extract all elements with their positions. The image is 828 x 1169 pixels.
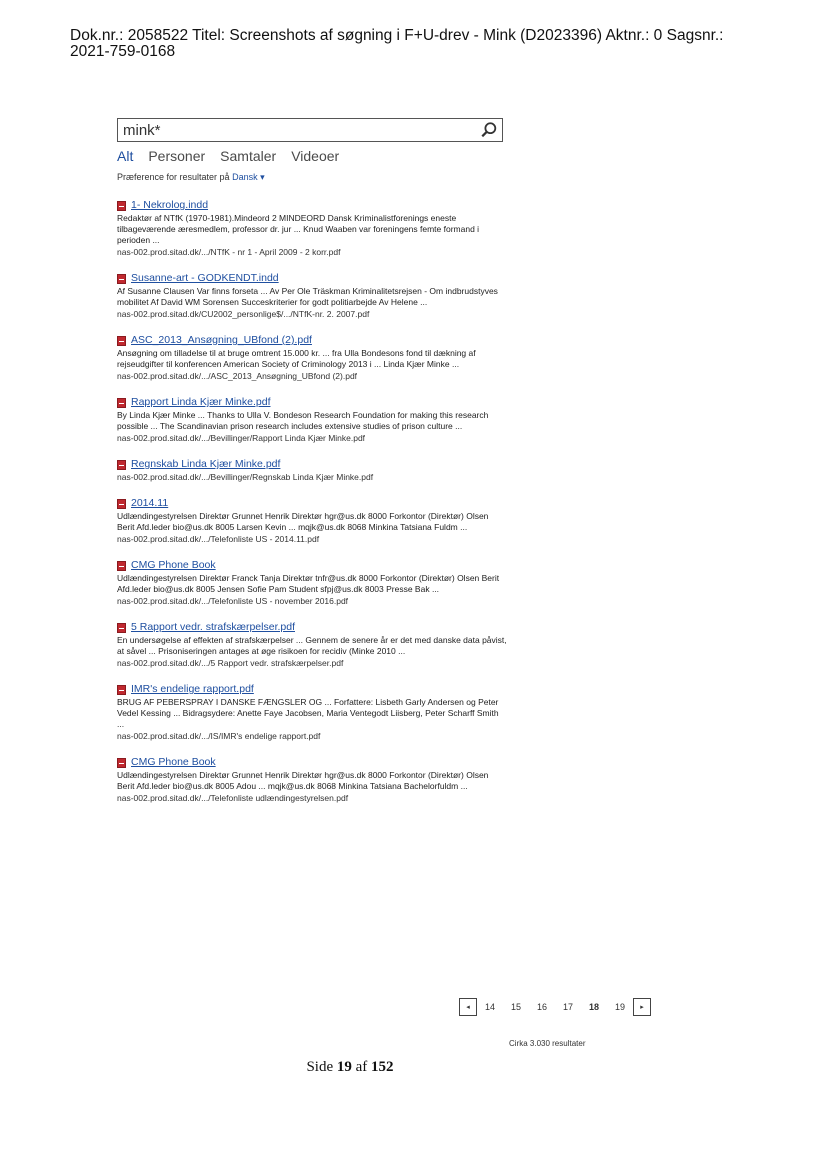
result-snippet: By Linda Kjær Minke ... Thanks to Ulla V. Bondeson Research Foundation for making this research possible ... The Scandinavian prison research includes extensive studies of prison culture ...: [117, 410, 489, 431]
result-url: nas-002.prod.sitad.dk/.../ASC_2013_Ansøgning_UBfond (2).pdf: [117, 371, 358, 381]
pdf-file-icon: [117, 398, 126, 408]
result-snippet: Udlændingestyrelsen Direktør Franck Tanja Direktør tnfr@us.dk 8000 Forkontor (Direktør) Olsen Berit Afd.leder bio@us.dk 8005 Jensen Sofie Pam Student sfpj@us.dk 8003 Presse Bak ...: [117, 573, 500, 594]
next-page-button[interactable]: ▸: [633, 998, 651, 1016]
result-url: nas-002.prod.sitad.dk/.../NTfK - nr 1 - April 2009 - 2 korr.pdf: [117, 247, 341, 257]
result-url: nas-002.prod.sitad.dk/CU2002_personlige$/.../NTfK-nr. 2. 2007.pdf: [117, 309, 370, 319]
page-link-current[interactable]: 18: [588, 1002, 599, 1012]
pdf-file-icon: [117, 758, 126, 768]
result-url: nas-002.prod.sitad.dk/.../Telefonliste US - november 2016.pdf: [117, 596, 349, 606]
document-header: [70, 28, 790, 60]
footer-prefix: Side: [306, 1059, 334, 1075]
result-item: [117, 683, 507, 742]
document-header-line2: 2021-759-0168: [70, 43, 176, 60]
search-area: [117, 118, 517, 183]
result-url: nas-002.prod.sitad.dk/.../5 Rapport vedr. strafskærpelser.pdf: [117, 658, 344, 668]
footer-total: 152: [371, 1059, 394, 1075]
result-title[interactable]: 5 Rapport vedr. strafskærpelser.pdf: [131, 621, 295, 633]
result-title[interactable]: CMG Phone Book: [131, 559, 216, 571]
result-snippet: Af Susanne Clausen Var finns forseta ... Av Per Ole Träskman Kriminalitetsrejsen - Om indbrudstyves mobilitet Af David WM Sorensen Succeskriterier for godt politiarbejde Av Helene ...: [117, 286, 498, 307]
results-list: [117, 199, 507, 818]
result-snippet: Redaktør af NTfK (1970-1981).Mindeord 2 MINDEORD Dansk Kriminalistforenings eneste tilbageværende æresmedlem, professor dr. jur ... Knud Waaben var foreningens femte formand i perioden ...: [117, 213, 480, 245]
page-link[interactable]: 16: [536, 1002, 547, 1012]
result-item: [117, 621, 507, 669]
result-snippet: Ansøgning om tilladelse til at bruge omtrent 15.000 kr. ... fra Ulla Bondesons fond til dækning af rejseudgifter til konferencen American Society of Criminology 2013 i ... Linda Kjær Minke ...: [117, 348, 476, 369]
pdf-file-icon: [117, 274, 126, 284]
result-title[interactable]: CMG Phone Book: [131, 756, 216, 768]
result-item: [117, 559, 507, 607]
result-item: [117, 458, 507, 483]
language-preference: [117, 172, 517, 183]
result-url: nas-002.prod.sitad.dk/.../IS/IMR's endelige rapport.pdf: [117, 731, 321, 741]
pdf-file-icon: [117, 623, 126, 633]
result-title[interactable]: Regnskab Linda Kjær Minke.pdf: [131, 458, 281, 470]
result-title[interactable]: ASC_2013_Ansøgning_UBfond (2).pdf: [131, 334, 312, 346]
result-url: nas-002.prod.sitad.dk/.../Telefonliste udlændingestyrelsen.pdf: [117, 793, 349, 803]
previous-page-button[interactable]: ◂: [459, 998, 477, 1016]
result-snippet: Udlændingestyrelsen Direktør Grunnet Henrik Direktør hgr@us.dk 8000 Forkontor (Direktør) Olsen Berit Afd.leder bio@us.dk 8005 Larsen Kevin ... mqjk@us.dk 8068 Minkina Tatsiana Fuldm ...: [117, 511, 489, 532]
scope-tabs: [117, 148, 517, 164]
result-snippet: BRUG AF PEBERSPRAY I DANSKE FÆNGSLER OG ... Forfattere: Lisbeth Garly Andersen og Peter Vedel Kessing ... Bidragsydere: Anette Faye Jacobsen, Maria Ventegodt Liisberg, Peter Scharff Smith ...: [117, 697, 499, 729]
result-title[interactable]: 2014.11: [131, 497, 169, 509]
pdf-file-icon: [117, 499, 126, 509]
page-link[interactable]: 19: [614, 1002, 625, 1012]
result-url: nas-002.prod.sitad.dk/.../Bevillinger/Rapport Linda Kjær Minke.pdf: [117, 433, 366, 443]
pdf-file-icon: [117, 685, 126, 695]
result-count: Cirka 3.030 resultater: [509, 1039, 586, 1048]
page-link[interactable]: 14: [484, 1002, 495, 1012]
result-snippet: En undersøgelse af effekten af strafskærpelser ... Gennem de senere år er det med danske data påvist, at såvel ... Prisoniseringen antages at øge risikoen for recidiv (Minke 2010 ...: [117, 635, 507, 656]
pdf-file-icon: [117, 201, 126, 211]
result-title[interactable]: IMR's endelige rapport.pdf: [131, 683, 254, 695]
page-footer: [0, 1059, 700, 1076]
search-input[interactable]: [117, 118, 503, 142]
search-query[interactable]: mink*: [123, 121, 161, 139]
result-item: [117, 199, 507, 258]
search-icon[interactable]: [480, 121, 498, 139]
result-url: nas-002.prod.sitad.dk/.../Bevillinger/Regnskab Linda Kjær Minke.pdf: [117, 472, 374, 482]
tab-videos[interactable]: Videoer: [291, 148, 340, 164]
result-snippet: Udlændingestyrelsen Direktør Grunnet Henrik Direktør hgr@us.dk 8000 Forkontor (Direktør) Olsen Berit Afd.leder bio@us.dk 8005 Adou ... mqjk@us.dk 8068 Minkina Tatsiana Bachelorfuldm ...: [117, 770, 489, 791]
page-link[interactable]: 15: [510, 1002, 521, 1012]
result-item: [117, 396, 507, 444]
pdf-file-icon: [117, 460, 126, 470]
result-url: nas-002.prod.sitad.dk/.../Telefonliste US - 2014.11.pdf: [117, 534, 320, 544]
page-link[interactable]: 17: [562, 1002, 573, 1012]
tab-people[interactable]: Personer: [148, 148, 206, 164]
result-item: [117, 497, 507, 545]
result-item: [117, 756, 507, 804]
result-title[interactable]: 1- Nekrolog.indd: [131, 199, 209, 211]
result-title[interactable]: Susanne-art - GODKENDT.indd: [131, 272, 279, 284]
result-title[interactable]: Rapport Linda Kjær Minke.pdf: [131, 396, 271, 408]
result-item: [117, 334, 507, 382]
language-dropdown[interactable]: Dansk ▾: [232, 172, 265, 182]
tab-all[interactable]: Alt: [117, 148, 134, 164]
document-header-line1: Dok.nr.: 2058522 Titel: Screenshots af søgning i F+U-drev - Mink (D2023396) Aktnr.: 0 Sagsnr.:: [70, 27, 724, 44]
result-item: [117, 272, 507, 320]
pdf-file-icon: [117, 336, 126, 346]
footer-mid: af: [355, 1059, 368, 1075]
language-preference-label: Præference for resultater på: [117, 172, 230, 182]
tab-conversations[interactable]: Samtaler: [220, 148, 277, 164]
footer-page: 19: [336, 1059, 352, 1075]
pdf-file-icon: [117, 561, 126, 571]
pagination: [459, 998, 651, 1016]
